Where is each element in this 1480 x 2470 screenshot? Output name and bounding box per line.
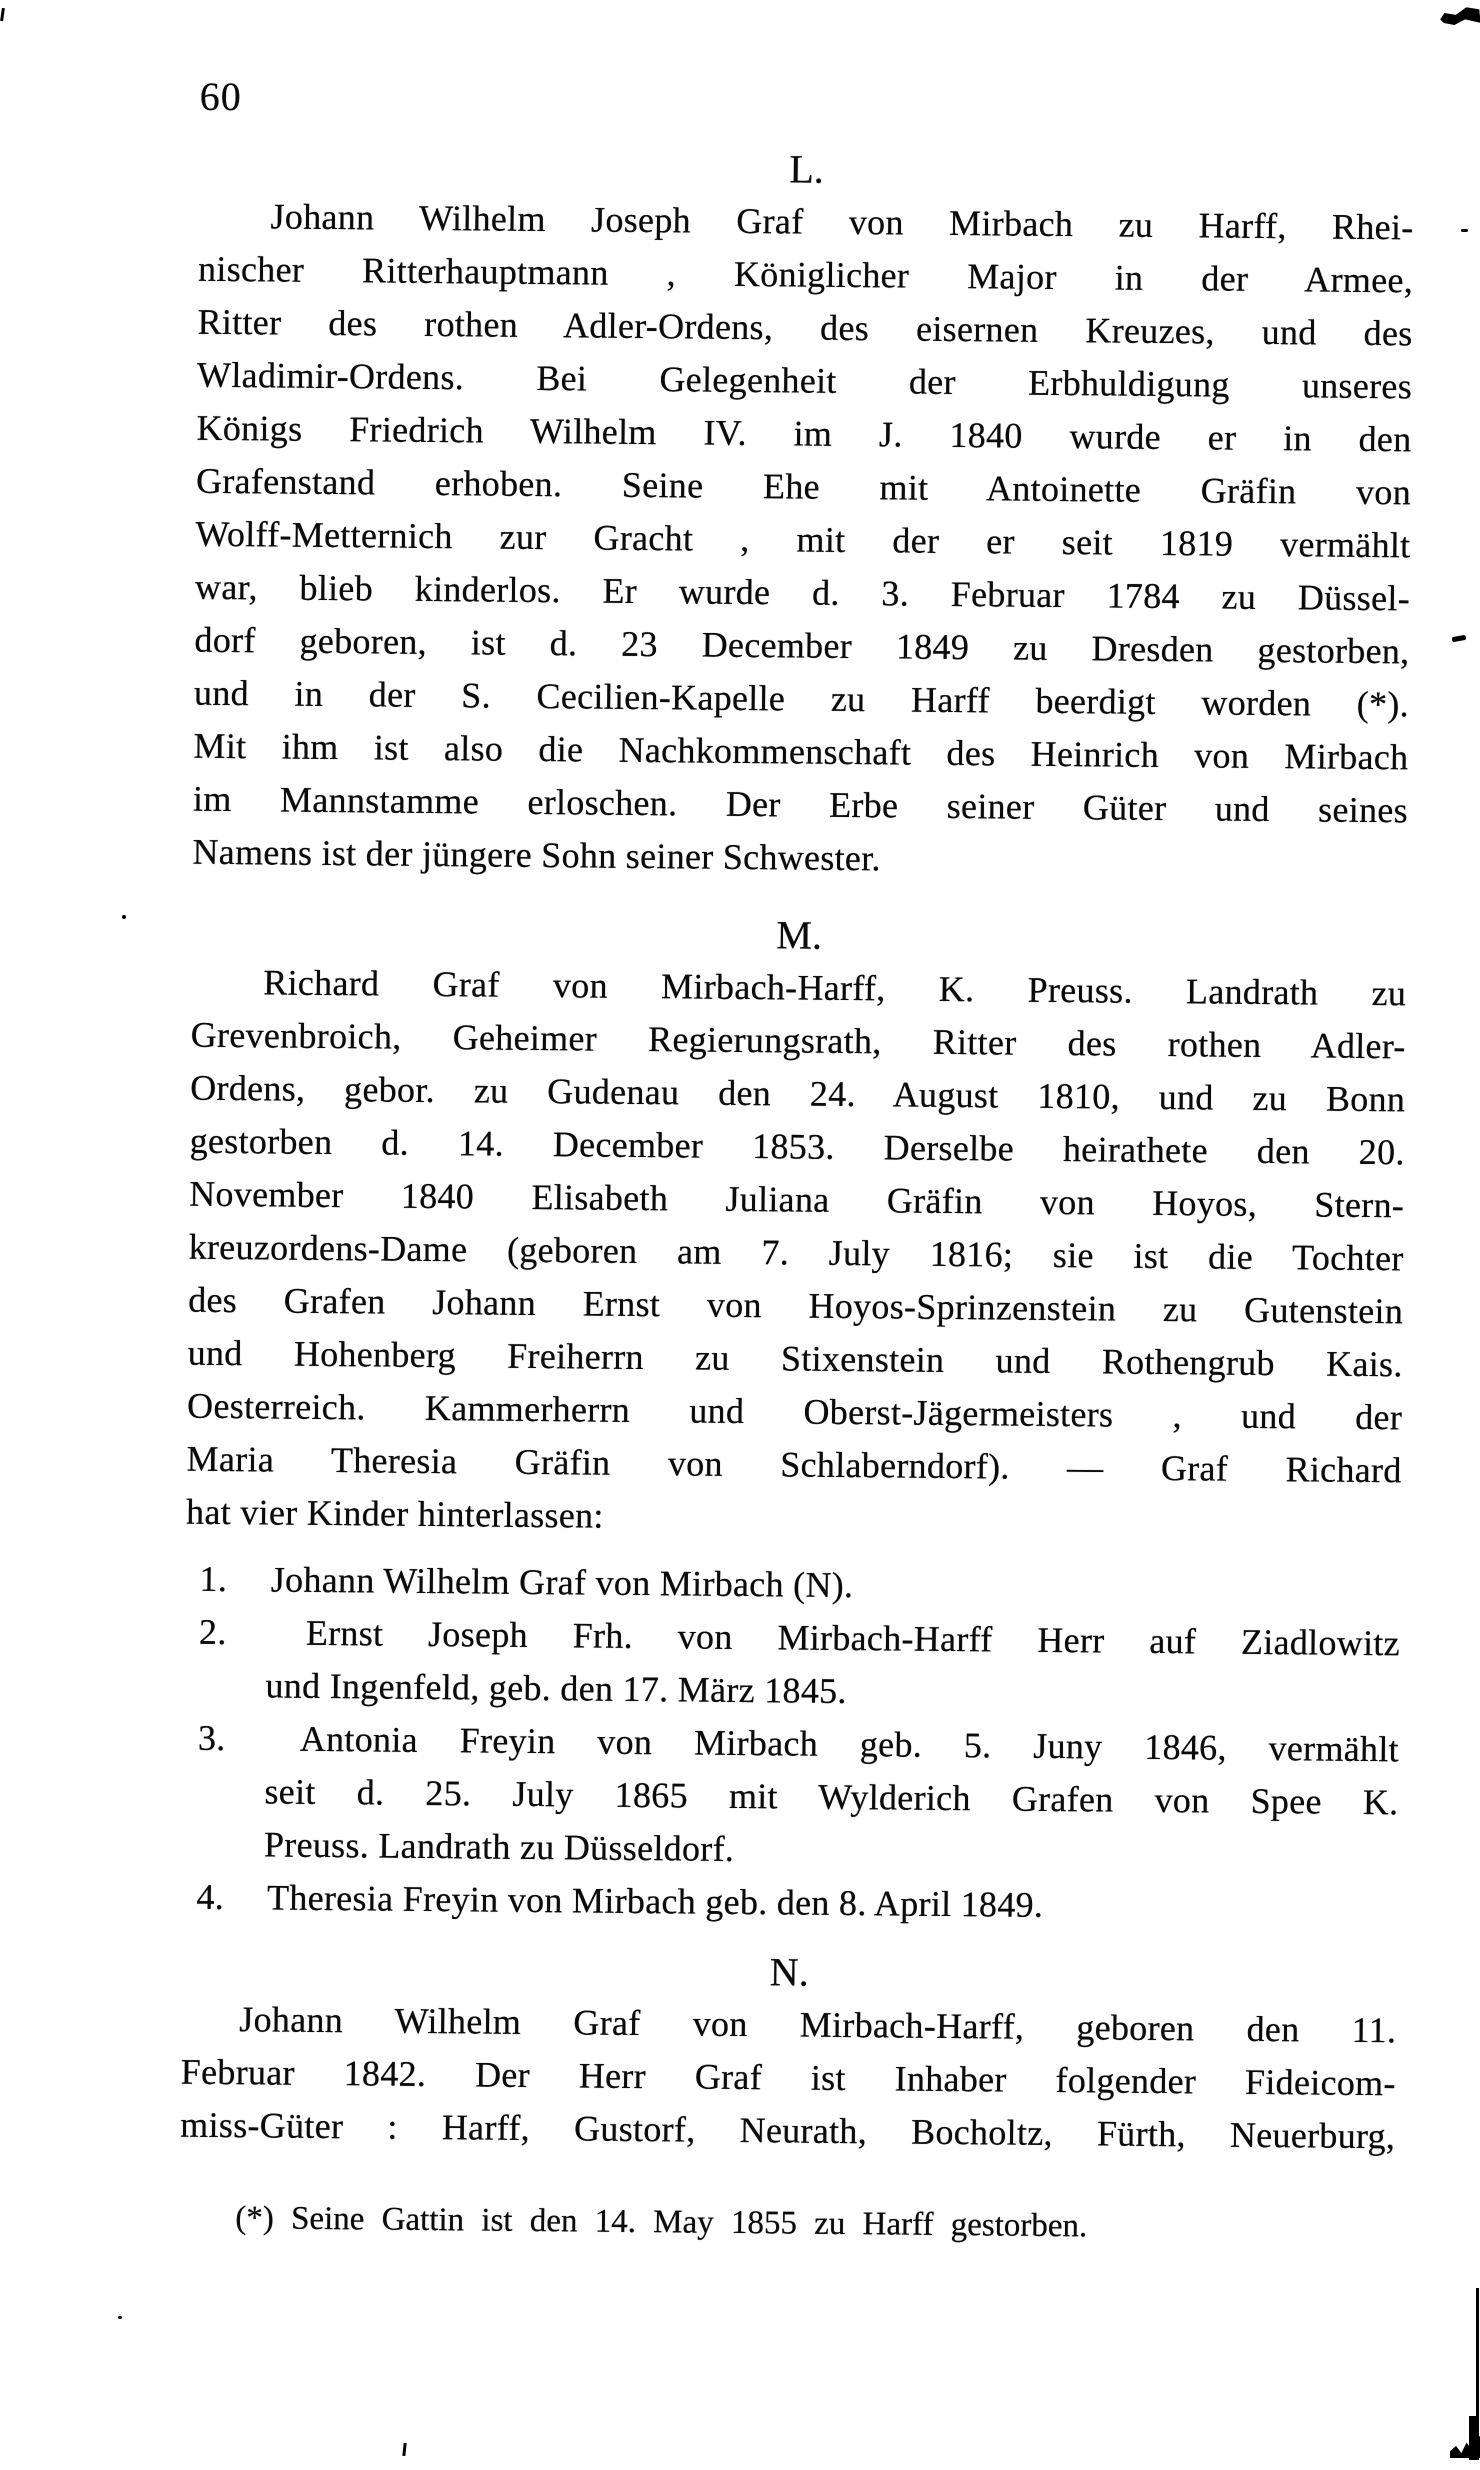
list-item-number: 3. [197,1717,226,1759]
text-line: Johann Wilhelm Joseph Graf von Mirbach zu Harff, Rhei- [270,196,1414,248]
text-line: Namens ist der jüngere Sohn seiner Schwester. [192,831,881,879]
text-line: Ordens, gebor. zu Gudenau den 24. August 1810, und zu Bonn [190,1067,1406,1120]
list-item-text: Antonia Freyin von Mirbach geb. 5. Juny 1846, vermählt [299,1718,1400,1770]
scan-artifact-top-right-smudge [1439,6,1480,27]
text-line: Oesterreich. Kammerherrn und Oberst-Jägermeisters , und der [186,1385,1403,1438]
section-heading-L: L. [789,146,825,192]
text-line: Ritter des rothen Adler-Ordens, des eisernen Kreuzes, und des [197,301,1413,354]
list-item-number: 1. [199,1558,228,1600]
children-list [182,1553,1401,1936]
text-line: Richard Graf von Mirbach-Harff, K. Preuss. Landrath zu [263,962,1407,1014]
scan-artifact-speck [122,915,126,919]
text-line: gestorben d. 14. December 1853. Derselbe heirathete den 20. [189,1120,1405,1173]
scan-artifact-tick [402,2443,406,2456]
text-line: des Grafen Johann Ernst von Hoyos-Sprinzenstein zu Gutenstein [188,1279,1404,1332]
list-item-text: Johann Wilhelm Graf von Mirbach (N). [270,1559,854,1606]
list-item-number: 4. [196,1876,225,1918]
text-line: im Mannstamme erloschen. Der Erbe seiner Güter und seines [192,778,1409,831]
list-item-continuation: seit d. 25. July 1865 mit Wylderich Grafen von Spee K. [264,1771,1399,1823]
text-line: Grafenstand erhoben. Seine Ehe mit Antoinette Gräfin von [195,460,1412,513]
text-line: Königs Friedrich Wilhelm IV. im J. 1840 wurde er in den [196,407,1412,460]
section-heading-M: M. [776,912,823,958]
list-item-number: 2. [198,1611,227,1653]
text-line: Februar 1842. Der Herr Graf ist Inhaber folgender Fideicom- [180,2051,1396,2104]
text-line: und in der S. Cecilien-Kapelle zu Harff beerdigt worden (*). [193,672,1410,725]
text-line: November 1840 Elisabeth Juliana Gräfin von Hoyos, Stern- [189,1173,1405,1226]
page-content [179,70,1415,2252]
list-item [182,1871,1397,1936]
list-item-text: Ernst Joseph Frh. von Mirbach-Harff Herr auf Ziadlowitz [305,1612,1401,1664]
scan-artifact-dash [1452,635,1467,642]
text-line: nischer Ritterhauptmann , Königlicher Major in der Armee, [197,248,1414,301]
text-line: Johann Wilhelm Graf von Mirbach-Harff, geboren den 11. [239,1999,1397,2051]
text-line: dorf geboren, ist d. 23 December 1849 zu Dresden gestorben, [194,619,1410,672]
paragraph-M [186,956,1407,1551]
list-item-continuation: und Ingenfeld, geb. den 17. März 1845. [265,1665,847,1711]
text-line: hat vier Kinder hinterlassen: [185,1491,604,1536]
text-line: kreuzordens-Dame (geboren am 7. July 1816; sie ist die Tochter [188,1226,1404,1279]
text-line: Wladimir-Ordens. Bei Gelegenheit der Erbhuldigung unseres [196,354,1413,407]
text-line: Maria Theresia Gräfin von Schlaberndorf). — Graf Richard [186,1438,1402,1491]
list-item-text: Theresia Freyin von Mirbach geb. den 8. April 1849. [266,1877,1044,1925]
scan-artifact-speck [1461,229,1468,232]
text-line: Wolff-Metternich zur Gracht , mit der er seit 1819 vermählt [195,513,1411,566]
text-line: und Hohenberg Freiherrn zu Stixenstein und Rothengrub Kais. [187,1332,1403,1385]
paragraph-N [180,1993,1396,2164]
footnote: (*) Seine Gattin ist den 14. May 1855 zu Harff gestorben. [235,2200,1088,2245]
scan-artifact-top-left [0,8,5,21]
list-item-continuation: Preuss. Landrath zu Düsseldorf. [263,1824,735,1869]
section-heading-N: N. [769,1949,809,1995]
text-line: war, blieb kinderlos. Er wurde d. 3. Februar 1784 zu Düssel- [194,566,1411,619]
page-number: 60 [199,73,242,120]
text-line: Grevenbroich, Geheimer Regierungsrath, Ritter des rothen Adler- [190,1014,1406,1067]
text-line: miss-Güter : Harff, Gustorf, Neurath, Bocholtz, Fürth, Neuerburg, [180,2104,1396,2157]
scan-artifact-bottom-right-blob [1450,2436,1480,2458]
paragraph-L [192,190,1414,891]
text-line: Mit ihm ist also die Nachkommenschaft des Heinrich von Mirbach [193,725,1409,778]
scan-artifact-speck [118,2316,122,2319]
